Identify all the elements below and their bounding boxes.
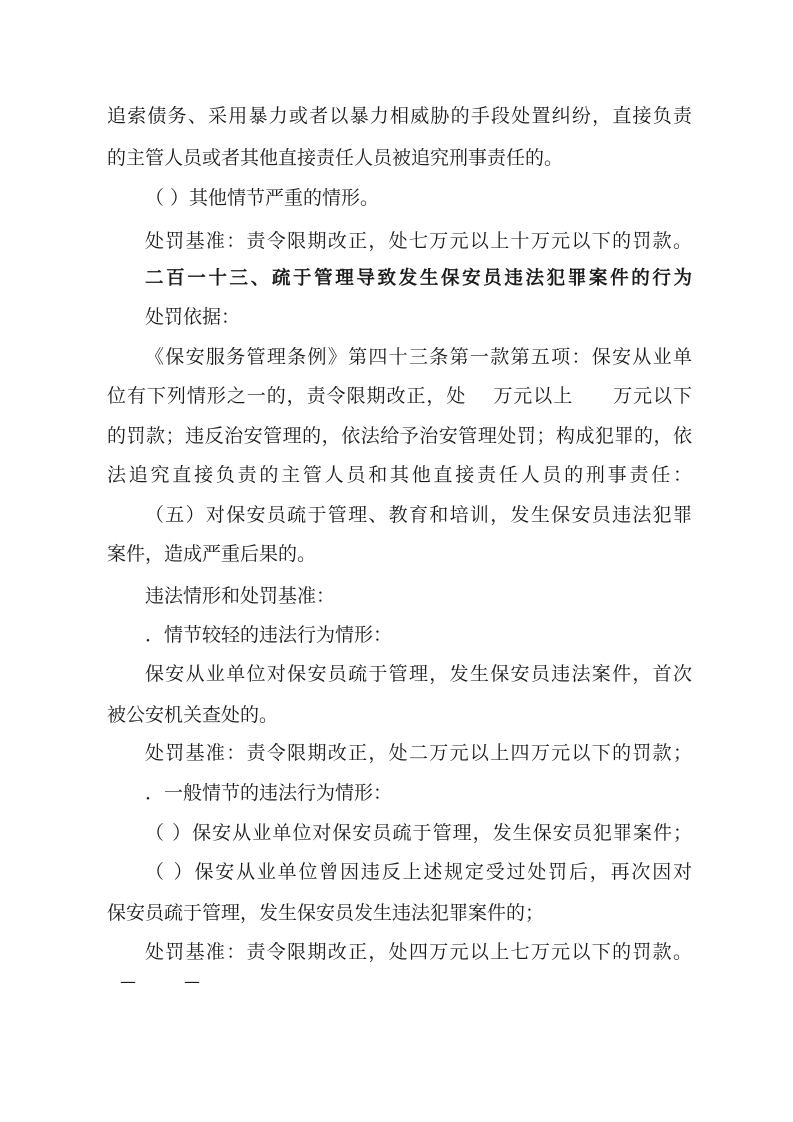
penalty-standard-text: 处罚基准：责令限期改正，处二万元以上四万元以下的罚款； [145,742,692,764]
list-item-text: （五）对保安员疏于管理、教育和培训，发生保安员违法犯罪 [145,504,692,526]
subheading-text: 违法情形和处罚基准： [145,585,336,607]
subheading-text: 处罚依据： [145,306,241,328]
body-text-line: 保安员疏于管理，发生保安员发生违法犯罪案件的； [107,902,545,924]
page-number-footer: — — [120,972,201,991]
subheading-text: ．情节较轻的违法行为情形： [145,624,393,646]
body-text-line: 案件，造成严重后果的。 [107,543,317,565]
list-item-text: （ ）保安从业单位曾因违反上述规定受过处罚后，再次因对 [145,861,692,883]
list-item-text: （ ）其他情节严重的情形。 [145,187,380,209]
body-text-line: 的罚款；违反治安管理的，依法给予治安管理处罚；构成犯罪的，依 [107,425,692,447]
body-text-line: 追索债务、采用暴力或者以暴力相威胁的手段处置纠纷，直接负责 [107,105,692,127]
penalty-standard-text: 处罚基准：责令限期改正，处七万元以上十万元以下的罚款。 [145,230,692,252]
subheading-text: ．一般情节的违法行为情形： [145,782,393,804]
body-text-line: 法追究直接负责的主管人员和其他直接责任人员的刑事责任： [107,464,692,486]
section-heading: 二百一十三、疏于管理导致发生保安员违法犯罪案件的行为 [145,268,692,289]
body-text-line: 保安从业单位对保安员疏于管理，发生保安员违法案件，首次 [145,663,692,685]
body-text-line: 《保安服务管理条例》第四十三条第一款第五项：保安从业单 [145,346,692,368]
list-item-text: （ ）保安从业单位对保安员疏于管理，发生保安员犯罪案件； [145,822,692,844]
body-text-line: 的主管人员或者其他直接责任人员被追究刑事责任的。 [107,147,564,169]
body-text-line: 被公安机关查处的。 [107,704,279,726]
body-text-line: 位有下列情形之一的，责令限期改正，处 万元以上 万元以下 [107,385,692,407]
penalty-standard-text: 处罚基准：责令限期改正，处四万元以上七万元以下的罚款。 [145,941,692,963]
